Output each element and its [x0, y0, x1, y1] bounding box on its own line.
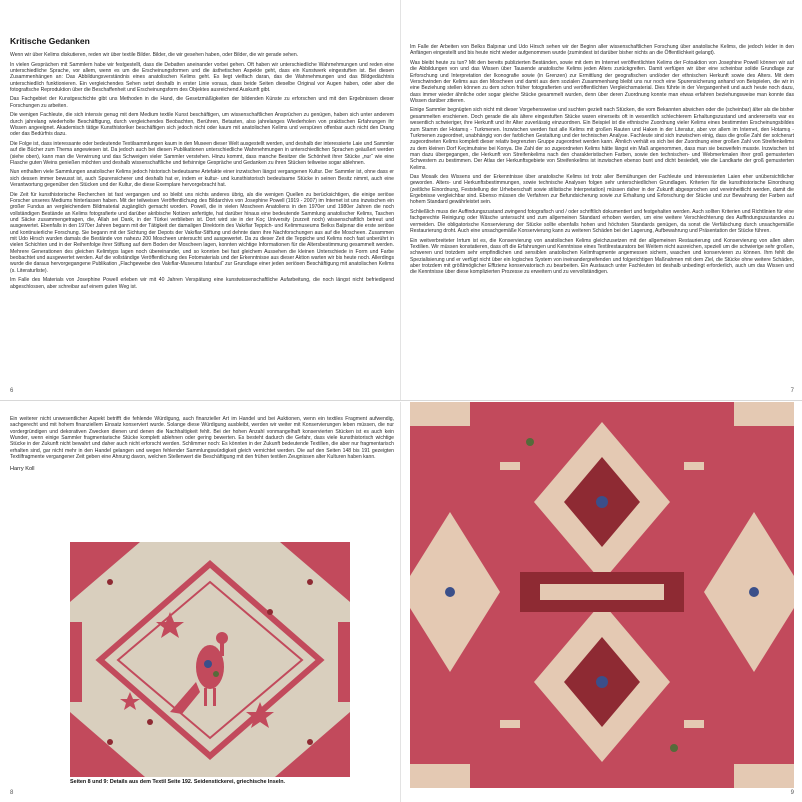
paragraph: Ein weiterer nicht unwesentlicher Aspekt betrifft die fehlende Würdigung, auch finanzieller Art im Handel und bei Auktionen, wenn ein textiles Fragment aufwendig, sachgerecht und mit hohem finanziellem Einsatz konserviert wurde. Solange diese Würdigung ausbleibt, werden wir weiter mit Konservierungen leben müssen, die nur vordergründigen und dekorativen Zwecken dienen und denen die Nachhaltigkeit fehlt. Bei der hohen Anzahl vonmangelhaft konservierten Stücken ist es auch kein Wunder, wenn einige Sammler fragmentarische Stücke komplett ablehnen oder gering bewerten. Es besteht dadurch die Gefahr, dass viele kunsthistorisch wichtige Stücke in der Zukunft nicht bewahrt und daher auch nicht erforscht werden. Schlimmer noch: Es könnten in der Zukunft bedeutende Textilien, die aber nur fragmentarisch erhalten sind, gar nicht mehr in den Handel gelangen und wegen fehlender Sammlungswürdigkeit gleich vernichtet werden. Die auf den Seiten 148 bis 191 gezeigten Textilfragmente vergangener Zeit geben eine Ahnung davon, welchen Stellenwert die Beschäftigung mit den frühen textilen Zeugnissen alter Kulturen haben kann.: [10, 416, 394, 461]
paragraph: Die Zeit für kunsthistorische Recherchen ist fast vergangen und so bleibt uns nichts anderes übrig, als die wenigen Quellen zu berücksichtigen, die einige seriöse Forscher unseres Mediums hinterlassen haben. Mit der teilweisen Veröffentlichung des Bildarchivs von Josephine Powell (1919 - 2007) im Internet ist uns inzwischen ein großer Fundus an vergleichendem Bildmaterial zugänglich gemacht worden. Powell, die in vielen Moscheen Anatoliens in den 1970er und 1980er Jahren die noch vollständigen Bestände an Kelims fotografierte und darüber akribische Notizen anfertigte, hat darüber hinaus eine bedeutende Sammlung anatolischer Kelims, Taschen und Säcke zusammengetragen, die, Allah sei Dank, in der Türkei verblieben ist. Dort wird sie in der Koç University (zurzeit noch) wissenschaftlich betreut und ausgewertet. Ebenfalls in den 1970er Jahren begann mit der Tätigkeit der damaligen Direktorin des Vakıflar Teppich- und Kelimmuseums Belkıs Balpınar die erste seriöse und kontinuierliche Forschung. Sie begann mit der Sichtung der Depots der Vakıflar-Stiftung und dehnte dann ihre Nachforschungen aus auf die Moscheen. Zusammen mit Udo Hirsch wurden damals die Bestände von nahezu 200 Moscheen untersucht und ausgewertet. Da zu dieser Zeit die Teppiche und Kelims noch fast unberührt in vielen Schichten und in der Reihenfolge ihrer Stiftung auf dem Boden der Moscheen lagen, konnten wichtige Informationen für die Altersbestimmung gesammelt werden. Mehrere Generationen des gleichen Kelimtyps lagen noch übereinander, und so konnten bei fast gleichem Aussehen die kleinen Unterschiede in Form und Farbe beobachtet und ausgewertet werden. Auf die vollständige Veröffentlichung des Fotomaterials und der Erkenntnisse aus dieser Aktion warten wir bis heute noch. Allerdings wurde die daraus hervorgegangene Publikation „Flachgewebe des Vakıflar-Museums Istanbul“ zur Grundlage einer jeden seriösen Beschäftigung mit anatolischen Kelims (s. Literaturliste).: [10, 191, 394, 274]
paragraph: Im Falle der Arbeiten von Belkıs Balpınar und Udo Hirsch sehen wir der Beginn aller wissenschaftlichen Forschung über anatolische Kelims, die jedoch leider in den Anfängen eingestellt und bis heute nicht wieder aufgenommen wurde (zumindest ist darüber bisher nichts an die Öffentlichkeit gelangt).: [410, 44, 794, 57]
page-7: [410, 0, 794, 400]
paragraph: Die wenigen Fachleute, die sich intensiv genug mit dem Medium textile Kunst beschäftigen, um wissenschaftlichen Ansprüchen zu genügen, haben sich unter anderem durch jahrelang wiederholte Beschäftigung, durch vergleichendes Beobachten, Berühren, Betasten, also jahrelanges Wiederholen von praktischen Erfahrungen ihr Wissen angeeignet. Akademisch tätige Kunsthistoriker beschäftigen sich jedoch nicht oder kaum mit anatolischen Kelims und verspüren offenbar auch nicht den Drang oder das Bedürfnis dazu.: [10, 112, 394, 138]
page-number: 7: [790, 388, 794, 394]
spread-divider: [0, 400, 802, 401]
paragraph: Einige Sammler begnügten sich nicht mit dieser Vorgehensweise und suchten gezielt nach Stücken, die vom Bekannten abwichen oder die (scheinbar) älter als die bisher gesammelten erschienen. Doch gerade die als ältere eingestuften Stücke waren einerseits oft in wesentlich schlechterem Erhaltungszustand und andererseits war es wesentlich schwieriger, ihre Herkunft und ihr Alter zuverlässig einzuordnen. Ein Beispiel ist die ethnische Zuordnung vieler Kelims eines bestimmten Erscheinungsbildes zum Stamm der Hotamış - Turkmenen. Inzwischen werden fast alle Kelims mit großen Rauten und Haken in der Literatur, aber vor allem im Internet, den Hotamış - Turkmenen zugeordnet, unabhängig von der farblichen Gestaltung und der technischen Analyse. Fachleute sind sich inzwischen einig, dass die große Zahl der solcherart zugeordneten Kelims komplett dieser relativ begrenzten Gruppe zugeordnet werden kann. Ähnlich verhält es sich bei der Zuordnung einer großen Zahl von Streifenkelims zu dem kleinen Dorf Keçimuhsine bei Konya. Die Zahl der so zugeordneten Kelims hätte längst ein Maß angenommen, dass man sie bezweifeln musste. Inzwischen ist man dazu übergegangen, die Herkunft von Streifenkelims nach den charakteristischen Farben, sowie den technischen- und Webmerkmalen ihrer groß gemusterten Schwestern zu bestimmen. Der Atlas der Herkunftsgebiete von Streifenkelims ist inzwischen ebenso bunt und dicht besiedelt, wie die Landkarte der groß gemusterten Kelims.: [410, 107, 794, 171]
paragraph: Wenn wir über Kelims diskutieren, reden wir über textile Bilder. Bilder, die wir gesehen haben, oder Bilder, die wir gerade sehen.: [10, 52, 299, 58]
paragraph: Im Falle des Materials von Josephine Powell erleben wir mit 40 Jahren Verspätung eine kunstwissenschaftliche Aufarbeitung, die noch längst nicht befriedigend abgeschlossen, aber schreibar auf einem guten Weg ist.: [10, 277, 394, 290]
embroidery-photo-left: [70, 542, 350, 777]
page-number: 6: [10, 388, 14, 394]
author-name: Harry Koll: [10, 466, 35, 473]
spread-pages-6-7: [0, 0, 802, 400]
embroidery-closeup-illustration: [410, 402, 794, 788]
figure-caption: Seiten 8 und 9: Details aus dem Textil Seite 192. Seidenstickerei, griechische Inseln.: [70, 779, 286, 785]
spread-pages-8-9: [0, 402, 802, 802]
page-8: [10, 402, 394, 802]
gutter: [400, 0, 401, 400]
paragraph: Ein weitverbreiteter Irrtum ist es, die Konservierung von anatolischen Kelims gleichzusetzen mit der allgemeinen Restaurierung und Konservierung von allen alten Textilien. Wir müssen konstatieren, dass oft die Erfahrungen und Kenntnisse eines Textilrestaurators bei Weitem nicht ausreichen, speziell um die schwierige sehr großen, schweren und trotzdem sehr empfindlichen und sensiblen anatolischen Kelimfragmente angemessen sichern, waschen und konservieren zu können. Ihm fehlt die Spezialisierung und er verfügt nicht über ein logisches System von ineinandergreifenden und folgerichtigen Maßnahmen mit dem Ziel, die Stücke ohne weitere Schäden, aber trotzdem mit größtmöglicher Effizienz konservatorisch zu bearbeiten. Ein Austausch unter Fachleuten ist deshalb unbedingt erforderlich, auch um das Wissen und die Kenntnisse über diese komplizierten Prozesse zu erweitern und zu vervollständigen.: [410, 237, 794, 276]
paragraph: Das Fachgebiet der Kunstgeschichte gibt uns Methoden in die Hand, die Gesetzmäßigkeiten der bildenden Künste zu erforschen und mit den Ergebnissen dieser Forschungen zu arbeiten.: [10, 96, 394, 109]
paragraph: Die Folge ist, dass interessante oder bedeutende Textilsammlungen kaum in den Museen dieser Welt ausgestellt werden, und deshalb der interessierte Laie und Sammler auf die Bücher zum Thema angewiesen ist. Da jedoch auch bei diesen Publikationen unterschiedliche Wahrnehmungen in unterschiedlichen Sprachen geäußert werden (siehe oben), kann man die Verwirrung und das Schweigen vieler Sammler verstehen. Hinzu kommt, dass manche Besitzer die Schönheit ihrer Stücke „nur“ wie eine Flasche guten Weins genießen möchten und deshalb wissenschaftliche und tiefsinnige Gespräche und Gedanken zu ihren Stücken teilweise sogar ablehnen.: [10, 140, 394, 166]
page-title: Kritische Gedanken: [10, 36, 90, 46]
embroidery-photo-right: [410, 402, 794, 788]
page-9: [400, 402, 802, 802]
paragraph: Schließlich muss der Auffindungszustand zwingend fotografisch und / oder schriftlich dokumentiert und festgehalten werden. Auch sollten Kriterien und Richtlinien für eine fachgerechte Reinigung oder Wäsche untersucht und zum allgemeinen Standard erhoben werden, um eine weitere Verschlechterung des Auffindungszustandes zu vermeiden. Die obligatorische Konservierung der Stücke sollte ebenfalls hohen und höchsten Standards genügen, da sonst die Verfälschung durch unsachgemäße Restaurierung droht. Auch eine unsachgemäße Konservierung kann zu weiteren Schäden bei der Lagerung, Aufbewahrung und Präsentation der Stücke führen.: [410, 209, 794, 235]
paragraph: In vielen Gesprächen mit Sammlern habe wir festgestellt, dass die Debatten aneinander vorbei gehen. Oft haben wir unterschiedliche Wahrnehmungen und reden eine unterschiedliche Sprache, vor allem, wenn es um die Erscheinungsformen und die ästhetischen Aspekte geht, dass ein Kunstwerk eingestuften ist. Bei diesen Zusammenhängen an: Das Abbildungsverständnis eines anatolischen Kelims geht. Es liegt vielfach daran, das die Wahrnehmungen und das Bildgedächtnis unterschiedlich funktionieren. Ein vergleichendes Sehen setzt deshalb in erster Linie voraus, dass beide Seiten dieselbe Original vor Augen haben, oder aber die fotografische Reproduktion über die Beschaffenheit und Erscheinungsform des Objektes ausreichend Auskunft gibt.: [10, 61, 394, 93]
page-6: [10, 0, 394, 400]
embroidery-illustration: [70, 542, 350, 777]
paragraph: Nun enthalten viele Sammlungen anatolischer Kelims jedoch historisch bedeutsame Artefakte einer inzwischen längst vergangenen Kultur. Der Sammler ist, ohne dass er sich dessen immer bewusst ist, auch Spurensicherer und deshalb hat er, indem er kultur- und kunsthistorisch bedeutsame Stücke in seinen Besitz nimmt, auch eine Verantwortung gegenüber den Stücken und der Kultur, die diese Exemplare hervorgebracht hat.: [10, 169, 394, 189]
paragraph: Das Mosaik des Wissens und der Erkenntnisse über anatolische Kelims ist trotz aller Bemühungen der Fachleute und interessierten Laien eher unübersichtlicher geworden. Alters- und Herkunftsbestimmungen, sowie technische Analysen folgen sehr unterschiedlichen Grundlagen. Kriterien für die kunsthistorische Einordnung (zeitliche Einordnung, Feststellung der Urheberschaft sowie stilistische Interpretation) müssen daher in der Zukunft abgesprochen und vereinheitlicht werden, damit die Ergebnisse vergleichbar sind. Ebenso müssen die Verfahren zur Befundsicherung sowie zur Erhaltung und Erforschung der Stücke und zur Bewahrung der Farben auf hohem Standard gewährleistet sein.: [410, 174, 794, 206]
page-number: 8: [10, 790, 14, 796]
page-number: 9: [790, 790, 794, 796]
paragraph: Was bleibt heute zu tun? Mit den bereits publizierten Beständen, sowie mit dem im Internet veröffentlichten Kelims der Fotoaktion von Josephine Powell können wir auf die Abbildungen von und das Wissen über Tausende anatolische Kelims jeden Alters zurückgreifen. Damit verfügen wir über eine scheinbar solide Grundlage zur Erforschung und Interpretation der Ikonografie sowie (in Grenzen) zur Ermittlung der geografischen und/oder der ethnischen Herkunft sowie des Alters. Mit dem Verschwinden der Kelims aus den Moscheen und damit aus dem sozialen Zusammenhang bleibt uns nur noch eine Spurensicherung anhand von Beispielen, die wir in eine Beziehung stellen können zu dem schon früher fotografierten und veröffentlichten Vergleichsmaterial. Dies führte in der Vergangenheit und auch heute noch dazu, dass immer wieder ähnliche oder sogar gleiche Stücke gesammelt wurden, denn über deren Zuordnung konnte man etwas erfahren beziehungsweise man konnte das Wissen darüber zitieren.: [410, 59, 794, 104]
